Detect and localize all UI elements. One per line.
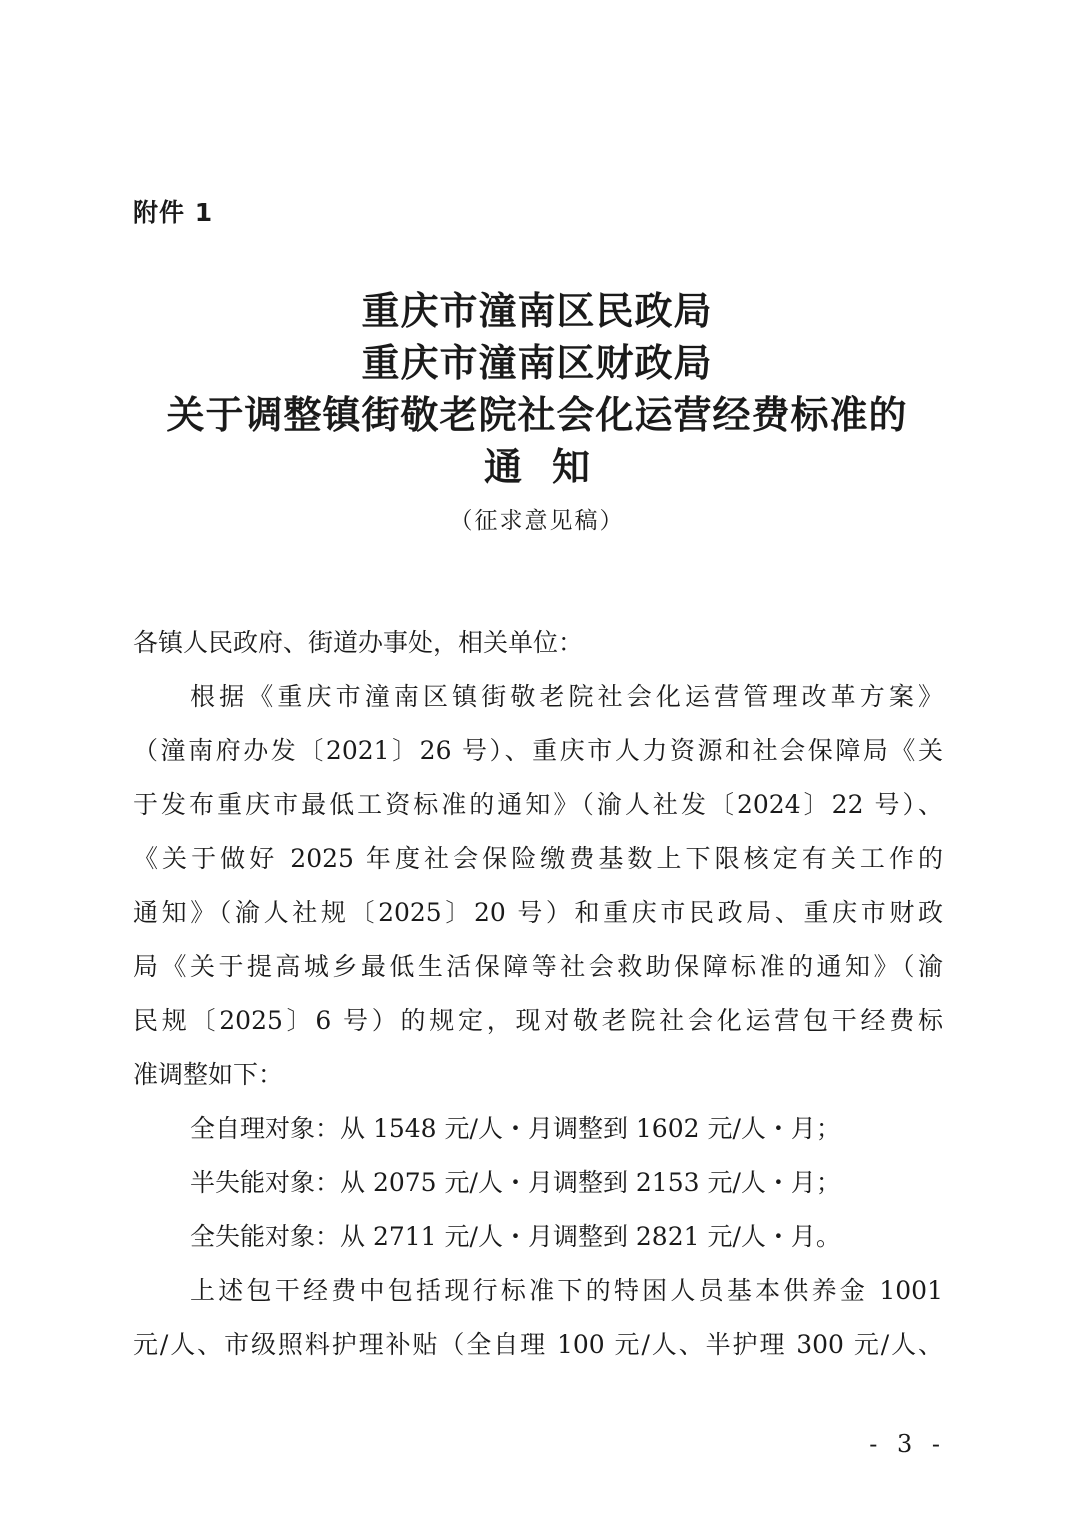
standards-list [133, 1102, 943, 1264]
paragraph-line: 《关于做好 2025 年度社会保险缴费基数上下限核定有关工作的 [133, 844, 943, 873]
paragraph-line: 上述包干经费中包括现行标准下的特困人员基本供养金 1001 [190, 1276, 943, 1305]
paragraph-basis [133, 670, 943, 1102]
title-subject: 关于调整镇街敬老院社会化运营经费标准的 [166, 393, 908, 437]
draft-subtitle: （征求意见稿） [449, 508, 625, 534]
paragraph-line: 根据《重庆市潼南区镇街敬老院社会化运营管理改革方案》 [190, 682, 943, 711]
paragraph-line: 于发布重庆市最低工资标准的通知》（渝人社发〔2024〕22 号）、 [133, 790, 943, 819]
salutation: 各镇人民政府、街道办事处，相关单位： [133, 628, 584, 657]
title-issuer-1: 重庆市潼南区民政局 [361, 289, 713, 333]
document-title [100, 285, 974, 493]
paragraph-line: 通知》（渝人社规〔2025〕20 号）和重庆市民政局、重庆市财政 [133, 898, 943, 927]
standard-fully-disabled: 全失能对象：从 2711 元/人・月调整到 2821 元/人・月。 [190, 1222, 841, 1251]
title-notice: 通知 [483, 445, 620, 489]
attachment-label: 附件 1 [133, 198, 214, 227]
document-body [133, 616, 943, 1372]
standard-semi-disabled: 半失能对象：从 2075 元/人・月调整到 2153 元/人・月； [190, 1168, 841, 1197]
paragraph-line: 民规〔2025〕6 号）的规定，现对敬老院社会化运营包干经费标 [133, 1006, 943, 1035]
paragraph-line: 元/人、市级照料护理补贴（全自理 100 元/人、半护理 300 元/人、 [133, 1330, 943, 1359]
title-issuer-2: 重庆市潼南区财政局 [361, 341, 713, 385]
paragraph-line: 准调整如下： [133, 1060, 284, 1089]
paragraph-line: 局《关于提高城乡最低生活保障等社会救助保障标准的通知》（渝 [133, 952, 943, 981]
page-number: - 3 - [869, 1430, 946, 1458]
paragraph-line: （潼南府办发〔2021〕26 号）、重庆市人力资源和社会保障局《关 [133, 736, 943, 765]
standard-self-care: 全自理对象：从 1548 元/人・月调整到 1602 元/人・月； [190, 1114, 841, 1143]
paragraph-inclusion [133, 1264, 943, 1372]
